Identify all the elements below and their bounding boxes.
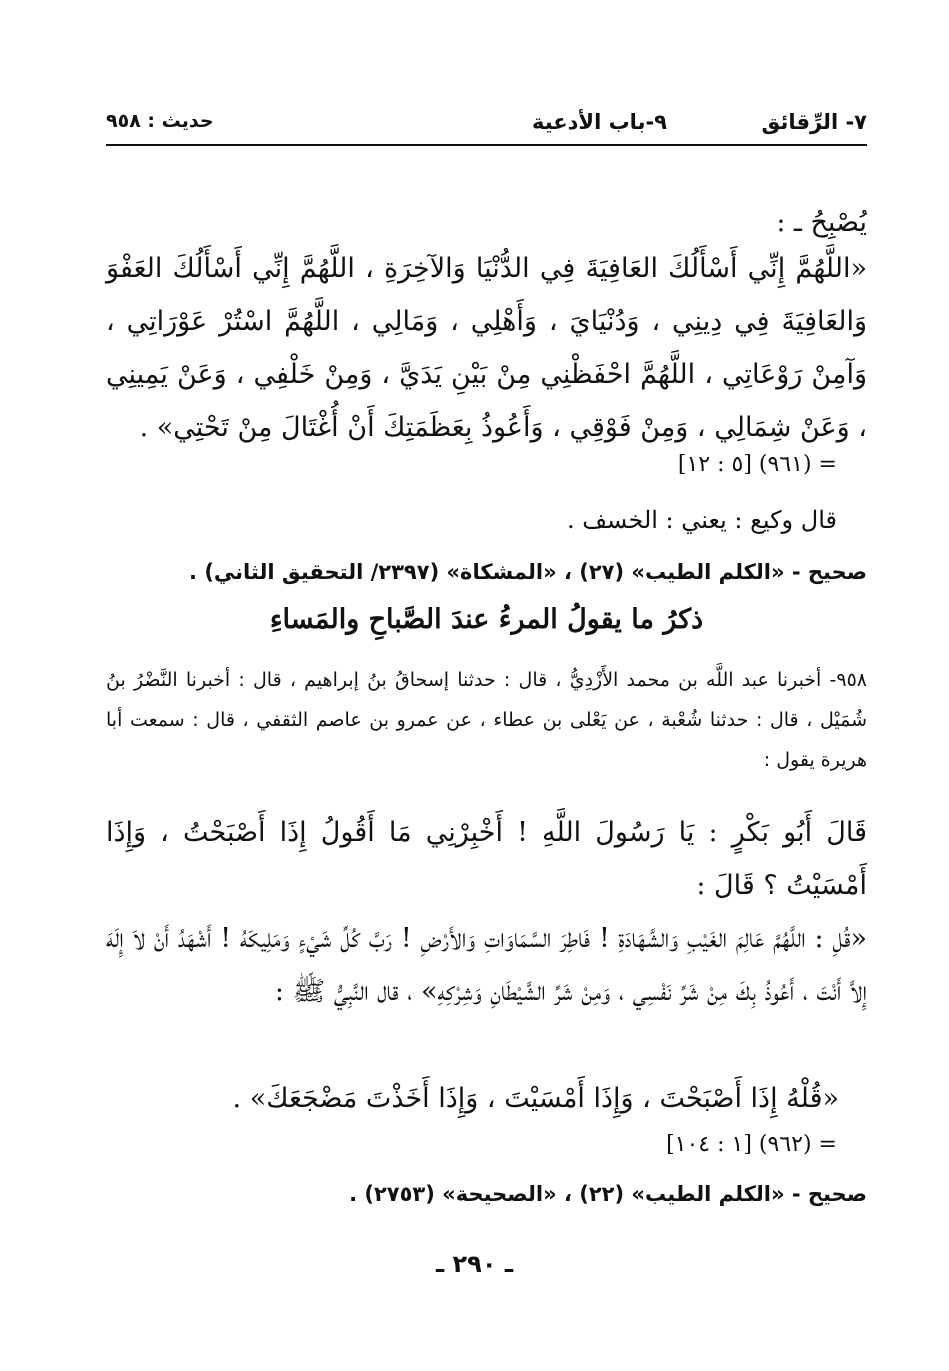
prev-reference: = (٩٦١) [٥ : ١٢] <box>677 452 837 477</box>
hadith-question: قَالَ أَبُو بَكْرٍ : يَا رَسُولَ اللَّهِ ! أَخْبِرْنِي مَا أَقُولُ إِذَا أَصْبَحْتُ ، وَإِذَا أَمْسَيْتُ ؟ قَالَ : <box>106 817 867 901</box>
running-header <box>106 104 867 146</box>
section-title: ذكرُ ما يقولُ المرءُ عندَ الصَّباحِ والمَساءِ <box>269 604 704 635</box>
chapter-title: ٧- الرِّقائق <box>761 110 867 134</box>
hadith-isnad: ٩٥٨- أخبرنا عبد اللَّه بن محمد الأَزْدِيُّ ، قال : حدثنا إسحاقُ بنُ إبراهيم ، قال : أخبرنا النَّضْرُ بنُ شُمَيْل ، قال : حدثنا شُعْبة ، عن يَعْلى بن عطاء ، عن عمرو بن عاصم الثقفي ، قال : سمعت أبا هريرة يقول : <box>106 669 867 771</box>
hadith-number: حديث : ٩٥٨ <box>106 110 214 132</box>
prev-note: قال وكيع : يعني : الخسف . <box>566 506 837 534</box>
page-number: ـ ٢٩٠ ـ <box>435 1250 514 1278</box>
bab-title: ٩-باب الأدعية <box>532 110 667 134</box>
hadith-reference: = (٩٦٢) [١ : ١٠٤] <box>666 1132 837 1157</box>
hadith-grade: صحيح - «الكلم الطيب» (٢٢) ، «الصحيحة» (٢٧٥٣) . <box>349 1182 867 1206</box>
hadith-dua: «قُلِ : اللَّهُمَّ عَالِمَ الغَيْبِ وَالشَّهَادَةِ ! فَاطِرَ السَّمَاوَاتِ وَالأَرْضِ ! رَبَّ كُلِّ شَيْءٍ وَمَلِيكَهُ ! أَشْهَدُ أَنْ لاَ إِلَهَ إِلاَّ أَنْتَ ، أَعُوذُ بِكَ مِنْ شَرِّ نَفْسِي ، وَمِنْ شَرِّ الشَّيْطَانِ وَشِرْكِهِ» ، قال النَّبِيُّ ﷺ : <box>106 923 867 1007</box>
prev-dua: «اللَّهُمَّ إِنِّي أَسْأَلُكَ العَافِيَةَ فِي الدُّنْيَا وَالآخِرَةِ ، اللَّهُمَّ إِنِّي أَسْأَلُكَ العَفْوَ وَالعَافِيَةَ فِي دِينِي ، وَدُنْيَايَ ، وَأَهْلِي ، وَمَالِي ، اللَّهُمَّ اسْتُرْ عَوْرَاتِي ، وَآمِنْ رَوْعَاتِي ، اللَّهُمَّ احْفَظْنِي مِنْ بَيْنِ يَدَيَّ ، وَمِنْ خَلْفِي ، وَعَنْ يَمِينِي ، وَعَنْ شِمَالِي ، وَمِنْ فَوْقِي ، وَأَعُوذُ بِعَظَمَتِكَ أَنْ أُغْتَالَ مِنْ تَحْتِي» . <box>106 253 867 443</box>
prev-intro: يُصْبِحُ ـ : <box>776 207 867 238</box>
hadith-instruction: «قُلْهُ إِذَا أَصْبَحْتَ ، وَإِذَا أَمْسَيْتَ ، وَإِذَا أَخَذْتَ مَضْجَعَكَ» . <box>232 1083 839 1114</box>
prev-grade: صحيح - «الكلم الطيب» (٢٧) ، «المشكاة» (٢٣٩٧/ التحقيق الثاني) . <box>189 560 867 584</box>
